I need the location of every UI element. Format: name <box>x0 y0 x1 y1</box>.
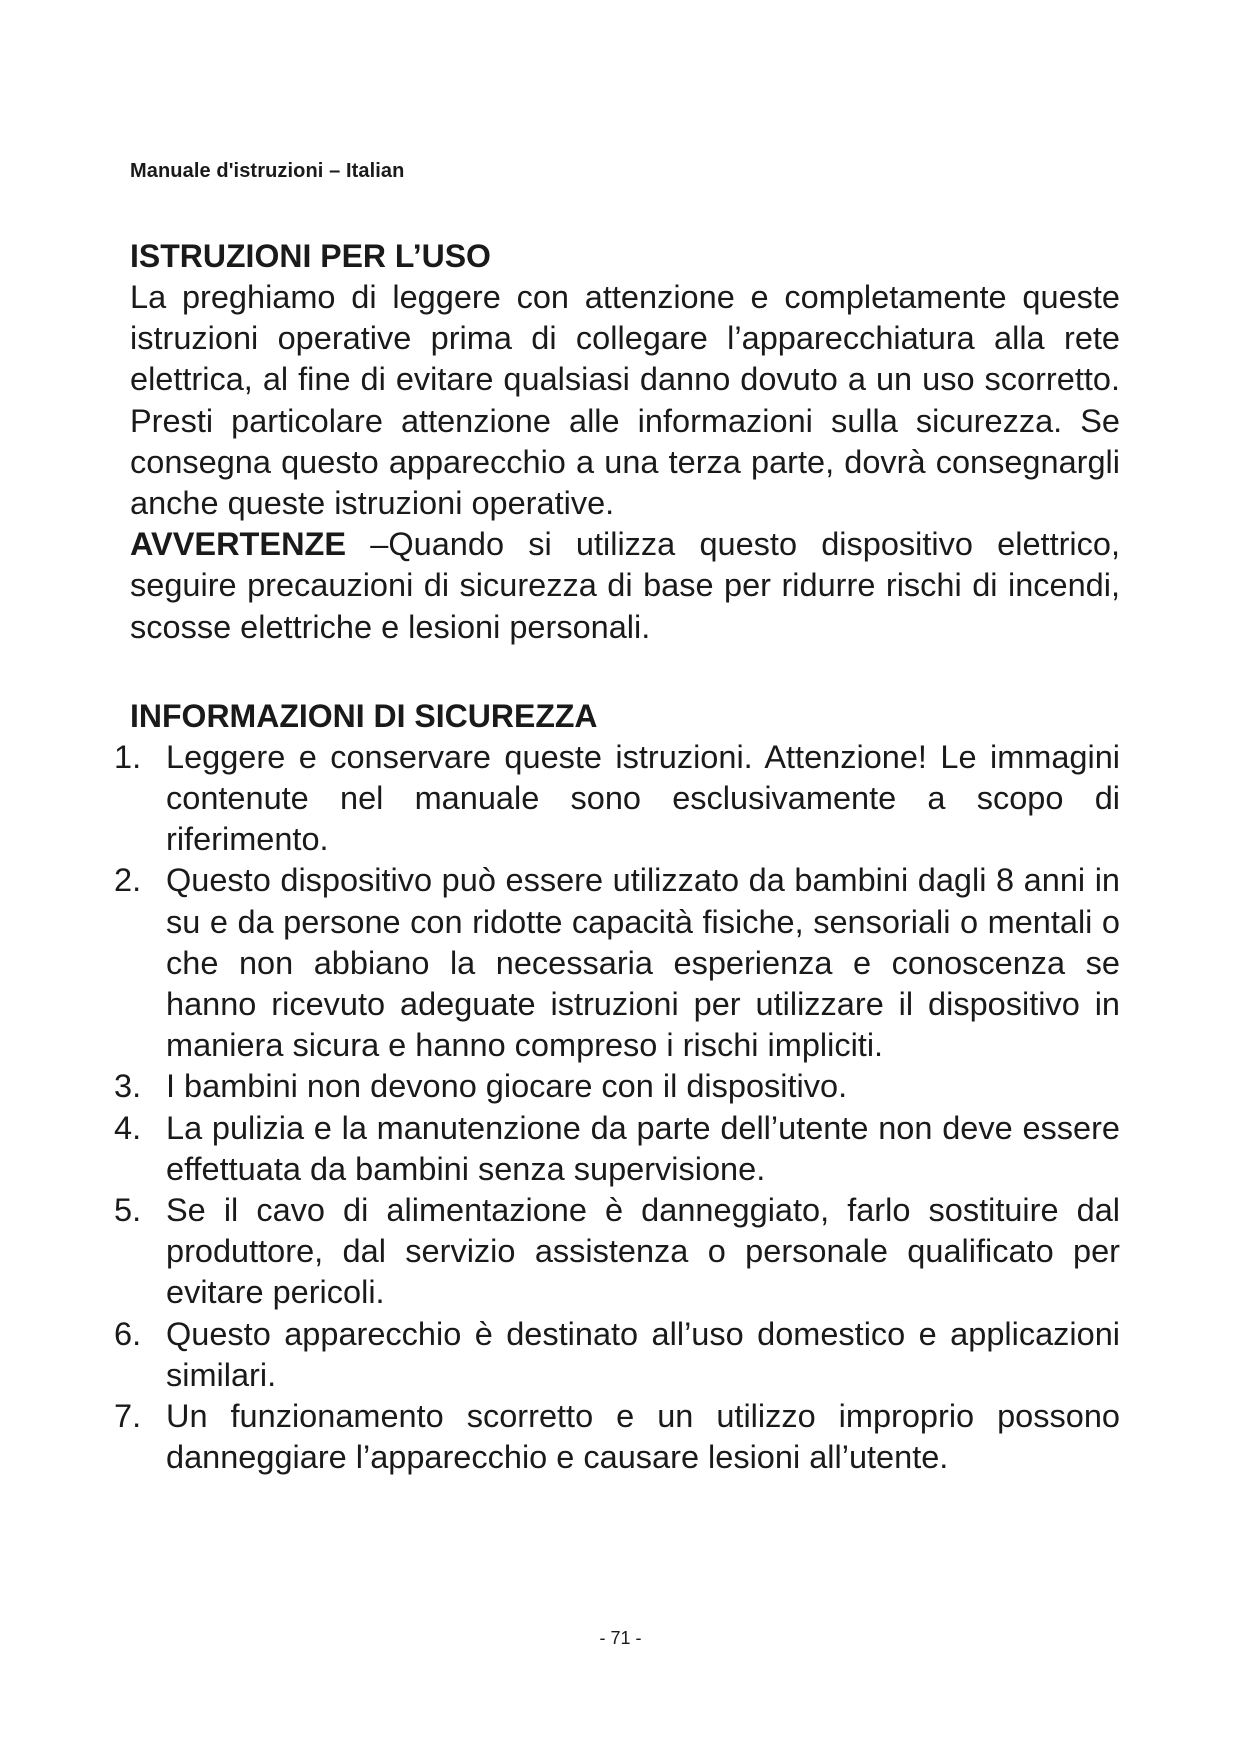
safety-list-item <box>114 1396 1120 1478</box>
list-item-text: La pulizia e la manutenzione da parte dell’utente non deve essere effettuata da bambini senza supervisione. <box>166 1109 1120 1187</box>
safety-list-item <box>114 1108 1120 1190</box>
list-item-number: 3. <box>114 1068 142 1105</box>
safety-list-item <box>114 1190 1120 1314</box>
page-number: - 71 - <box>599 1628 642 1648</box>
warning-label: AVVERTENZE <box>130 526 347 563</box>
list-item-number: 5. <box>114 1192 142 1229</box>
list-item-text: Questo apparecchio è destinato all’uso domestico e applicazioni similari. <box>166 1315 1120 1393</box>
warning-paragraph <box>130 524 1120 648</box>
running-header: Manuale d'istruzioni – Italian <box>130 160 405 182</box>
section-spacer <box>130 648 1120 696</box>
list-item-number: 6. <box>114 1315 142 1352</box>
section-title-safety: INFORMAZIONI DI SICUREZZA <box>130 697 598 734</box>
list-item-text: Questo dispositivo può essere utilizzato da bambini dagli 8 anni in su e da persone con ridotte capacità fisiche, sensoriali o mentali o che non abbiano la necessaria esperienza e conoscenza se hanno ricevuto adeguate istruzioni per utilizzare il dispositivo in maniera sicura e hanno compreso i rischi impliciti. <box>166 862 1120 1064</box>
list-item-number: 1. <box>114 738 142 775</box>
safety-list-item <box>114 1314 1120 1396</box>
warning-text: –Quando si utilizza questo dispositivo elettrico, seguire precauzioni di sicurezza di base per ridurre rischi di incendi, scosse elettriche e lesioni personali. <box>130 526 1120 645</box>
usage-intro-paragraph: La preghiamo di leggere con attenzione e completamente queste istruzioni operative prima di collegare l’apparecchiatura alla rete elettrica, al fine di evitare qualsiasi danno dovuto a un uso scorretto. Presti particolare attenzione alle informazioni sulla sicurezza. Se consegna questo apparecchio a una terza parte, dovrà consegnargli anche queste istruzioni operative. <box>130 279 1120 522</box>
list-item-text: Leggere e conservare queste istruzioni. Attenzione! Le immagini contenute nel manuale sono esclusivamente a scopo di riferimento. <box>166 738 1120 858</box>
list-item-text: Un funzionamento scorretto e un utilizzo improprio possono danneggiare l’apparecchio e causare lesioni all’utente. <box>166 1398 1120 1476</box>
list-item-number: 2. <box>114 862 142 899</box>
safety-list-item <box>114 737 1120 861</box>
list-item-text: I bambini non devono giocare con il dispositivo. <box>166 1068 848 1105</box>
list-item-number: 4. <box>114 1109 142 1146</box>
section-title-usage: ISTRUZIONI PER L’USO <box>130 238 491 274</box>
safety-list-item <box>114 860 1120 1066</box>
safety-list-item <box>114 1066 1120 1107</box>
list-item-text: Se il cavo di alimentazione è danneggiato, farlo sostituire dal produttore, dal servizio assistenza o personale qualificato per evitare pericoli. <box>166 1192 1120 1311</box>
page-content <box>114 236 1120 1478</box>
list-item-number: 7. <box>114 1398 142 1435</box>
safety-list <box>114 737 1120 1479</box>
